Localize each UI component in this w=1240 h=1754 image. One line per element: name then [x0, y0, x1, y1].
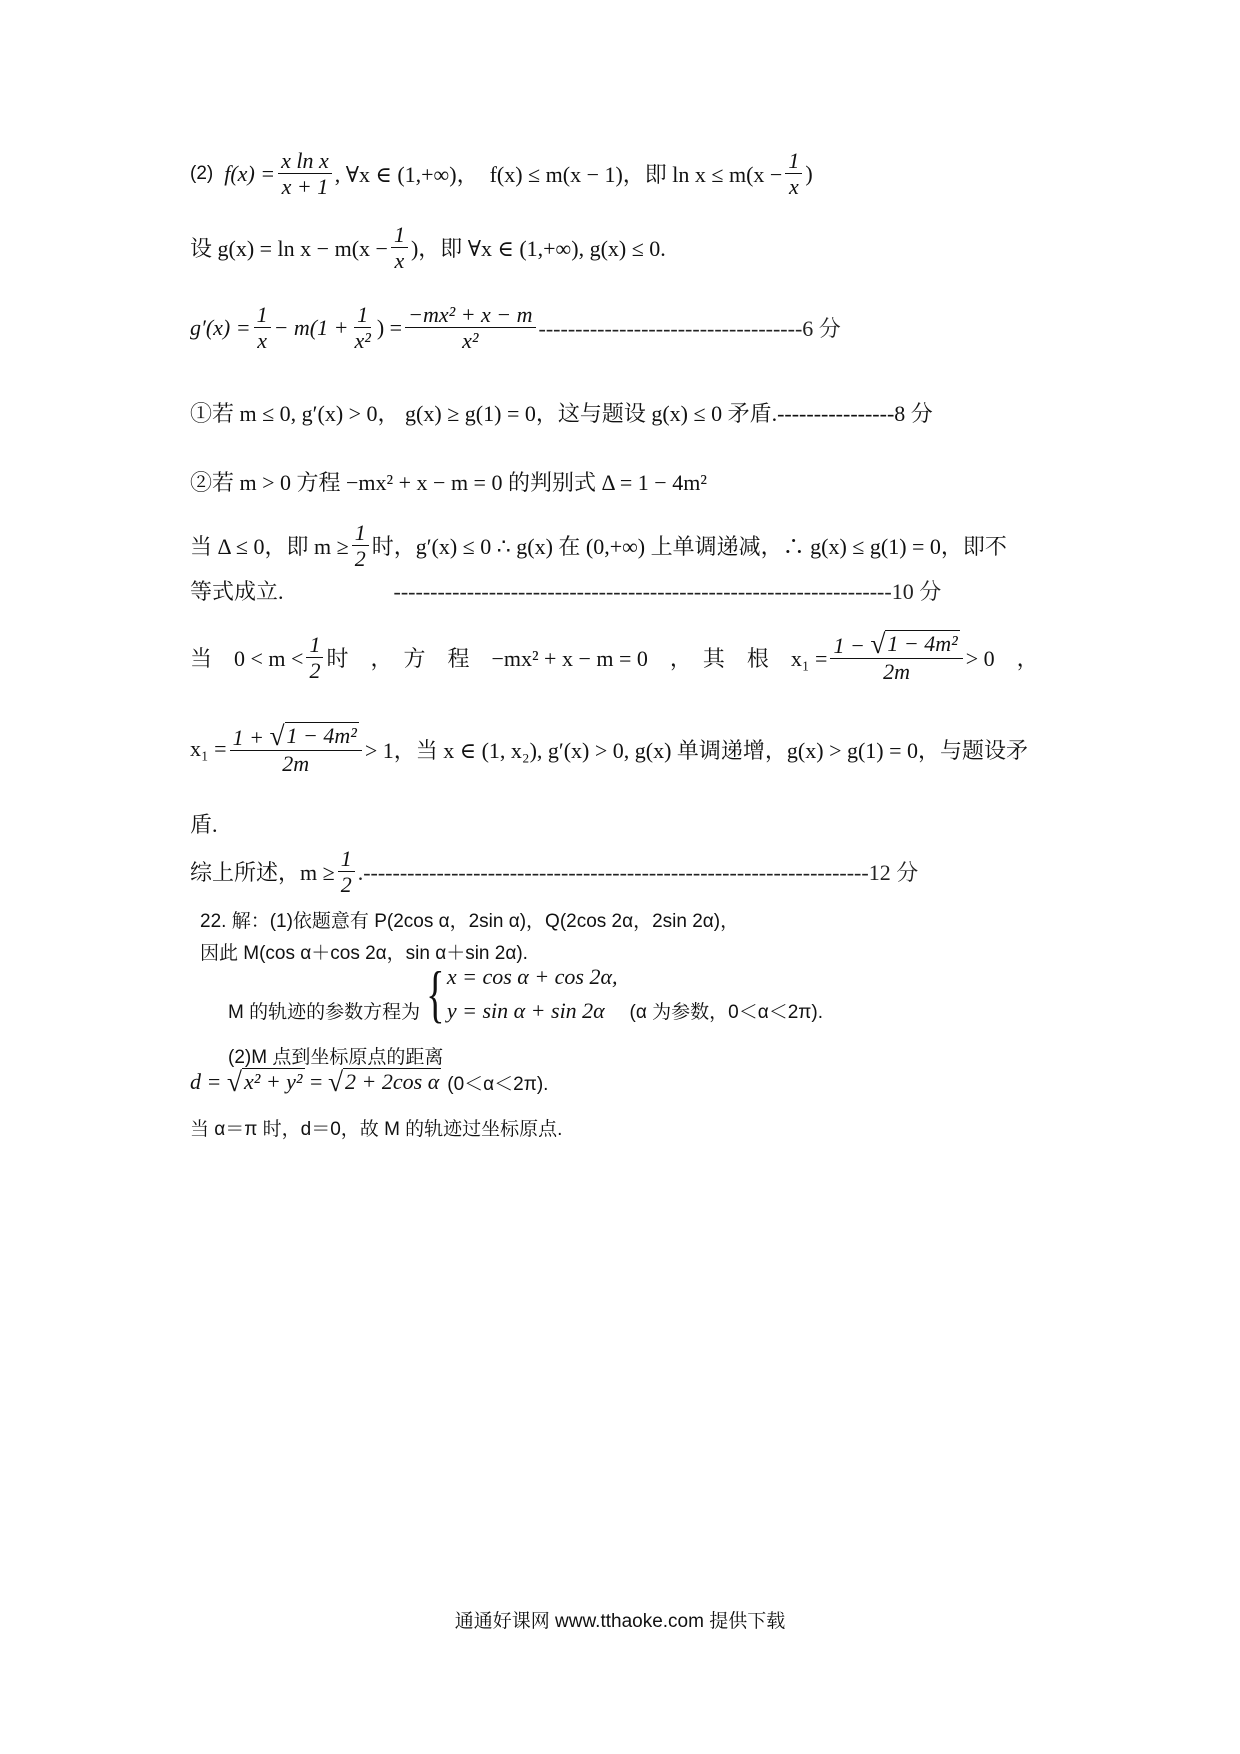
fraction-numerator: 1 — [352, 520, 369, 546]
part2-line-5 — [190, 466, 707, 497]
fraction — [278, 148, 332, 200]
fraction — [338, 846, 355, 898]
fraction-numerator: 1 — [785, 148, 802, 174]
fraction-denominator: 2m — [883, 659, 911, 685]
formula-text: 时 ， 方 程 −mx² + x − m = 0 ， 其 根 x₁ = — [326, 645, 828, 671]
fraction-numerator — [230, 722, 362, 751]
formula-text: 当 α＝π 时，d＝0，故 M 的轨迹过坐标原点. — [190, 1119, 563, 1140]
fraction-numerator: 1 — [254, 302, 271, 328]
score-marker: ------------------------------------6 分 — [538, 316, 841, 342]
score-marker: --------------------------------------------------------------------10 分 — [393, 579, 942, 604]
square-root: √ 2 + 2cos α — [327, 1066, 440, 1097]
square-root: √ 1 − 4m² — [269, 720, 357, 751]
formula-text: , ∀x ∈ (1,+∞)， — [334, 162, 479, 188]
formula-text: = — [310, 1068, 323, 1094]
formula-text: ) = — [376, 314, 403, 340]
fraction-numerator: 1 — [391, 222, 408, 248]
formula-text: > 1，当 x ∈ (1, x₂), g′(x) > 0, g(x) 单调递增，g(x) > g(1) = 0，与题设矛 — [364, 737, 1029, 763]
score-marker: .---------------------------------------------------------------------12 分 — [357, 860, 919, 886]
fraction-numerator: x ln x — [278, 148, 332, 174]
formula-text: x₁ = — [190, 736, 227, 762]
formula-text: )，即 ∀x ∈ (1,+∞), g(x) ≤ 0. — [410, 236, 666, 262]
fraction-denominator: x² — [462, 328, 479, 354]
fraction-numerator: 1 — [338, 846, 355, 872]
fraction — [405, 302, 535, 354]
left-brace-icon: { — [426, 958, 445, 1030]
formula-text: (0＜α＜2π). — [447, 1073, 549, 1095]
q22-line-3 — [228, 960, 823, 1028]
equation-row: y = sin α + sin 2α — [446, 998, 605, 1024]
part2-line-1 — [190, 148, 813, 200]
formula-text: 设 g(x) = ln x − m(x − — [190, 236, 388, 262]
part2-line-7 — [190, 575, 941, 606]
fraction — [352, 520, 369, 572]
part2-line-4 — [190, 397, 933, 428]
fraction-denominator: 2m — [282, 751, 310, 777]
fraction-denominator: x² — [354, 328, 371, 354]
formula-text: 时，g′(x) ≤ 0 ∴ g(x) 在 (0,+∞) 上单调递减，∴ g(x) ≤ g(1) = 0，即不 — [371, 534, 1007, 560]
q22-line-5 — [190, 1068, 548, 1096]
fraction — [306, 632, 323, 684]
q22-line-6 — [190, 1114, 562, 1141]
formula-text: ) — [805, 160, 813, 186]
formula-text: 综上所述，m ≥ — [190, 860, 335, 886]
formula-text: f(x) = — [224, 160, 276, 186]
fraction-denominator: 2 — [354, 546, 366, 572]
fraction — [785, 148, 802, 200]
fraction — [351, 302, 373, 354]
fraction-denominator: 2 — [340, 872, 352, 898]
part2-line-8 — [190, 630, 1039, 685]
formula-text: M 的轨迹的参数方程为 — [228, 1002, 421, 1024]
fraction — [391, 222, 408, 274]
radicand: x² + y² — [243, 1069, 303, 1094]
part-label: (2) — [190, 162, 214, 184]
fraction-denominator: x — [394, 248, 405, 274]
formula-text: ①若 m ≤ 0, g′(x) > 0， g(x) ≥ g(1) = 0，这与题设 g(x) ≤ 0 矛盾.----------------8 分 — [190, 401, 933, 426]
equation-row: x = cos α + cos 2α, — [446, 964, 618, 989]
formula-text: 因此 M(cos α＋cos 2α，sin α＋sin 2α). — [200, 943, 528, 964]
formula-text: − m(1 + — [273, 314, 349, 340]
fraction-numerator: 1 — [306, 632, 323, 658]
formula-text: f(x) ≤ m(x − 1)，即 ln x ≤ m(x − — [489, 162, 783, 188]
fraction-denominator: x — [788, 174, 799, 200]
square-root: √ x² + y² — [226, 1066, 303, 1097]
radicand: 1 − 4m² — [887, 631, 958, 656]
part2-line-6 — [190, 520, 1007, 572]
equation-system — [420, 960, 617, 1028]
formula-text: (α 为参数，0＜α＜2π). — [629, 1002, 823, 1024]
fraction-denominator: x — [257, 328, 267, 354]
formula-text: g′(x) = — [190, 314, 251, 340]
formula-text: 1 − — [833, 633, 865, 658]
formula-text: > 0 ， — [965, 645, 1039, 671]
formula-text: 当 0 < m < — [190, 645, 304, 671]
q22-line-4 — [228, 1042, 443, 1069]
formula-text: ②若 m > 0 方程 −mx² + x − m = 0 的判别式 Δ = 1 − 4m² — [190, 470, 707, 495]
part2-line-11 — [190, 846, 918, 898]
q22-line-1 — [200, 906, 739, 933]
square-root: √ 1 − 4m² — [870, 628, 958, 659]
footer: 通通好课网 www.tthaoke.com 提供下载 — [454, 1611, 786, 1632]
fraction — [230, 722, 362, 777]
fraction — [254, 302, 271, 354]
fraction-denominator: x + 1 — [281, 174, 329, 200]
formula-text: 1 + — [232, 725, 264, 750]
fraction-numerator: −mx² + x − m — [405, 302, 535, 328]
formula-text: 盾. — [190, 812, 218, 837]
part2-line-10 — [190, 808, 218, 839]
formula-text: 22. 解：(1)依题意有 P(2cos α，2sin α)，Q(2cos 2α，2sin 2α)， — [200, 911, 740, 932]
fraction-numerator: 1 — [354, 302, 371, 328]
radicand: 1 − 4m² — [286, 723, 357, 748]
part2-line-9 — [190, 722, 1028, 777]
part2-line-3 — [190, 302, 841, 354]
fraction-numerator — [830, 630, 962, 659]
fraction-denominator: 2 — [309, 657, 321, 683]
radicand: 2 + 2cos α — [345, 1069, 440, 1094]
formula-text: 当 Δ ≤ 0，即 m ≥ — [190, 534, 349, 560]
part2-line-2 — [190, 222, 666, 274]
formula-text: d = — [190, 1068, 222, 1094]
formula-text: (2)M 点到坐标原点的距离 — [228, 1047, 444, 1068]
fraction — [830, 630, 962, 685]
formula-text: 等式成立. — [190, 579, 284, 604]
